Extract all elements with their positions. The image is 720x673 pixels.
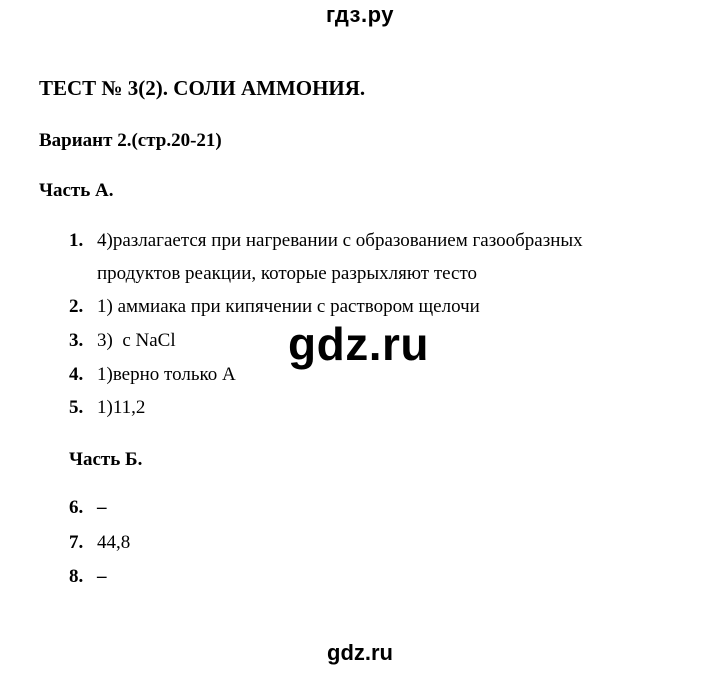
answer-text: 44,8 [97,532,131,553]
answer-item-8 [69,565,107,589]
answer-number: 2. [69,296,84,317]
answer-number: 3. [69,330,84,351]
answer-item-1 [69,229,583,253]
answer-item-1-continuation: продуктов реакции, которые разрыхляют тесто [97,263,478,284]
answer-text: 1)11,2 [97,397,146,418]
answer-number: 5. [69,397,84,418]
site-header: гдз.ру [326,2,394,27]
variant-heading: Вариант 2.(стр.20-21) [39,130,222,151]
answer-text: 4)разлагается при нагревании с образованием газообразных [97,230,583,251]
answer-item-4 [69,363,236,387]
watermark-footer: gdz.ru [327,640,393,665]
watermark-center: gdz.ru [288,318,429,370]
answer-number: 7. [69,532,84,553]
test-title: ТЕСТ № 3(2). СОЛИ АММОНИЯ. [39,76,366,100]
part-b-heading: Часть Б. [69,449,143,470]
answer-text: – [97,566,107,587]
answer-text: 1)верно только А [97,364,236,385]
answer-number: 8. [69,566,84,587]
answer-text: – [97,497,107,518]
answer-item-7 [69,531,130,555]
answer-number: 6. [69,497,84,518]
answer-item-6 [69,496,107,520]
part-a-heading: Часть А. [39,180,114,201]
answer-number: 1. [69,230,84,251]
answer-item-2 [69,295,480,319]
answer-text: 3) с NaCl [97,330,176,351]
answer-text: 1) аммиака при кипячении с раствором щелочи [97,296,480,317]
answer-number: 4. [69,364,84,385]
answer-item-3 [69,329,176,353]
answer-item-5 [69,396,145,420]
